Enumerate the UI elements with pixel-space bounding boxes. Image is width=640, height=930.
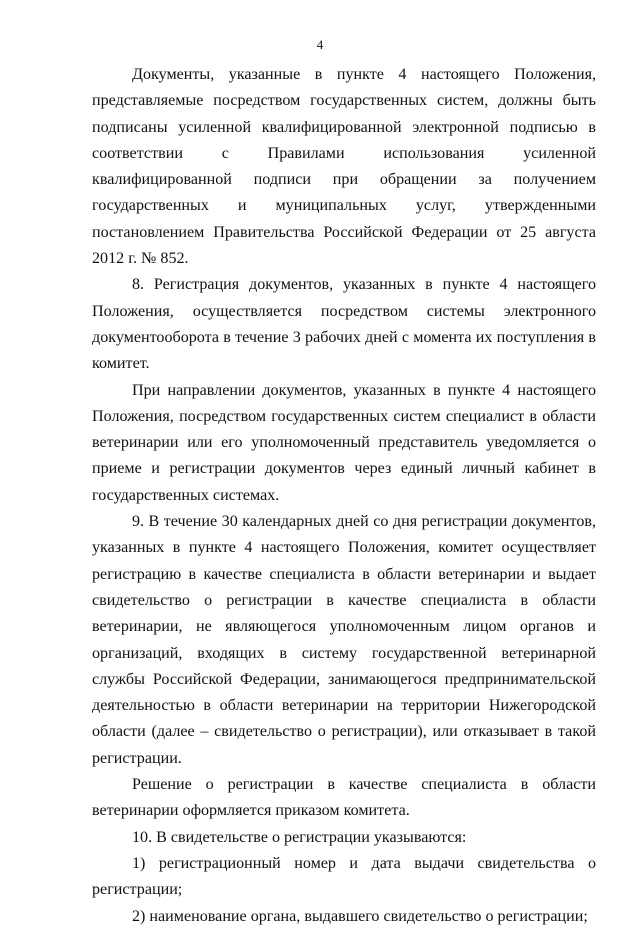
paragraph-item-10: 10. В свидетельстве о регистрации указываются: xyxy=(132,828,467,846)
paragraph-signature-requirement: Документы, указанные в пункте 4 настоящего Положения, представляемые посредством государственных систем, должны быть подписаны усиленной квалифицированной электронной подписью в соответствии с Правилами использования усиленной квалифицированной подписи при обращении за получением государственных и муниципальных услуг, утвержденными постановлением Правительства Российской Федерации от 25 августа 2012 г. № 852. xyxy=(92,66,596,268)
paragraph-item-8: 8. Регистрация документов, указанных в пункте 4 настоящего Положения, осуществляется посредством системы электронного документооборота в течение 3 рабочих дней с момента их поступления в комитет. xyxy=(92,276,596,373)
list-item-2: 2) наименование органа, выдавшего свидетельство о регистрации; xyxy=(132,907,588,925)
document-body xyxy=(92,62,596,930)
paragraph-item-9: 9. В течение 30 календарных дней со дня регистрации документов, указанных в пункте 4 настоящего Положения, комитет осуществляет регистрацию в качестве специалиста в области ветеринарии и выдает свидетельство о регистрации в качестве специалиста в области ветеринарии, не являющегося уполномоченным лицом органов и организаций, входящих в систему государственной ветеринарной службы Российской Федерации, занимающегося предпринимательской деятельностью в области ветеринарии на территории Нижегородской области (далее – свидетельство о регистрации), или отказывает в такой регистрации. xyxy=(92,513,596,767)
page-number: 4 xyxy=(316,37,324,52)
list-item-1: 1) регистрационный номер и дата выдачи свидетельства о регистрации; xyxy=(92,854,596,899)
paragraph-registration-decision: Решение о регистрации в качестве специалиста в области ветеринарии оформляется приказом комитета. xyxy=(92,776,596,820)
paragraph-notification: При направлении документов, указанных в пункте 4 настоящего Положения, посредством государственных систем специалист в области ветеринарии или его уполномоченный представитель уведомляется о приеме и регистрации документов через единый личный кабинет в государственных системах. xyxy=(92,381,596,504)
